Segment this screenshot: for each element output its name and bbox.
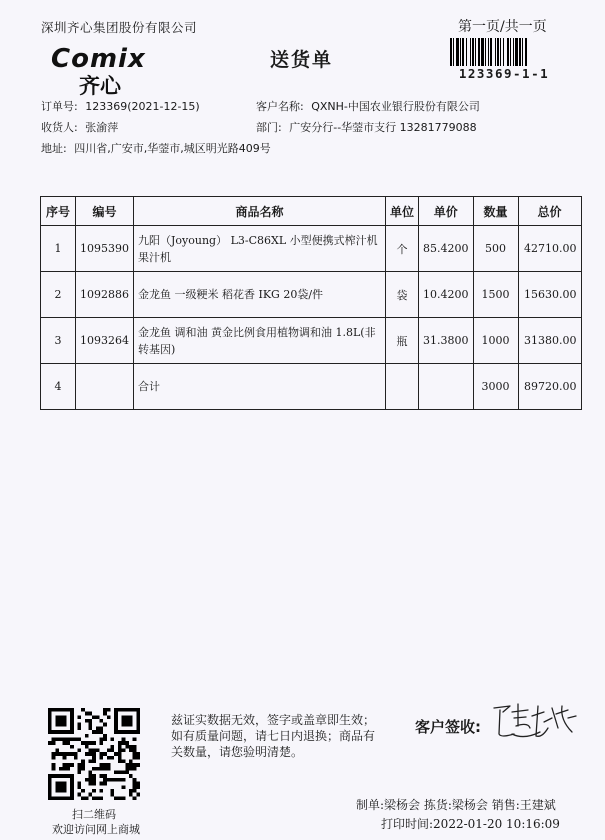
logo-text-en: Comix: [51, 44, 146, 74]
col-header-total: 总价: [518, 197, 581, 226]
cell-seq: 3: [41, 318, 76, 364]
cell-price: 31.3800: [419, 318, 474, 364]
delivery-items-table: [40, 196, 582, 410]
cell-name: 金龙鱼 一级粳米 稻花香 IKG 20袋/件: [134, 272, 386, 318]
cell-grand-total: 89720.00: [518, 364, 581, 410]
table-row: [41, 318, 582, 364]
cell-qty: 500: [473, 226, 518, 272]
order-number-label: 订单号:: [41, 100, 78, 113]
cell-code: [76, 364, 134, 410]
col-header-unit: 单位: [386, 197, 419, 226]
logo-text-cn: 齐心: [79, 74, 121, 98]
cell-name: 九阳（Joyoung） L3-C86XL 小型便携式榨汁机 果汁机: [134, 226, 386, 272]
cell-seq: 4: [41, 364, 76, 410]
cell-seq: 2: [41, 272, 76, 318]
address-value: 四川省,广安市,华蓥市,城区明光路409号: [74, 142, 271, 155]
cell-code: 1095390: [76, 226, 134, 272]
cell-qty: 1000: [473, 318, 518, 364]
receiver-value: 张渝萍: [85, 121, 119, 134]
table-header-row: [41, 197, 582, 226]
qr-caption-scan: 扫二维码: [72, 808, 116, 821]
barcode: [450, 38, 556, 66]
disclaimer-notice: 兹证实数据无效，签字或盖章即生效；如有质量问题，请七日内退换；商品有关数量，请您验明清楚。: [171, 713, 376, 759]
col-header-name: 商品名称: [134, 197, 386, 226]
handwritten-signature: [488, 698, 583, 744]
col-header-price: 单价: [419, 197, 474, 226]
customer-field: [256, 98, 480, 114]
table-total-row: [41, 364, 582, 410]
address-label: 地址:: [41, 142, 67, 155]
cell-qty-total: 3000: [473, 364, 518, 410]
company-name: 深圳齐心集团股份有限公司: [41, 20, 198, 35]
cell-seq: 1: [41, 226, 76, 272]
cell-price: 85.4200: [419, 226, 474, 272]
cell-code: 1092886: [76, 272, 134, 318]
cell-unit: 袋: [386, 272, 419, 318]
barcode-number: 123369-1-1: [458, 66, 550, 81]
customer-label: 客户名称:: [256, 100, 304, 113]
cell-price: 10.4200: [419, 272, 474, 318]
receiver-field: [41, 119, 118, 135]
comix-logo: [49, 44, 169, 96]
table-row: [41, 272, 582, 318]
department-value: 广安分行--华蓥市支行 13281779088: [289, 121, 477, 134]
address-field: [41, 140, 271, 156]
qr-code[interactable]: [48, 708, 140, 800]
cell-unit: [386, 364, 419, 410]
cell-total: 42710.00: [518, 226, 581, 272]
cell-unit: 个: [386, 226, 419, 272]
customer-signature-label: 客户签收:: [415, 718, 481, 736]
document-title: 送货单: [270, 49, 334, 71]
customer-value: QXNH-中国农业银行股份有限公司: [311, 100, 480, 113]
receiver-label: 收货人:: [41, 121, 78, 134]
cell-price: [419, 364, 474, 410]
staff-line: 制单:梁杨会 拣货:梁杨会 销售:王建斌: [356, 798, 556, 812]
qr-caption-mall: 欢迎访问网上商城: [52, 823, 140, 836]
order-number-field: [41, 98, 200, 114]
col-header-code: 编号: [76, 197, 134, 226]
cell-unit: 瓶: [386, 318, 419, 364]
cell-total: 15630.00: [518, 272, 581, 318]
col-header-qty: 数量: [473, 197, 518, 226]
department-field: [256, 119, 477, 135]
cell-code: 1093264: [76, 318, 134, 364]
order-number-value: 123369(2021-12-15): [85, 100, 200, 113]
print-time: 打印时间:2022-01-20 10:16:09: [381, 817, 560, 831]
cell-name: 金龙鱼 调和油 黄金比例食用植物调和油 1.8L(非转基因): [134, 318, 386, 364]
cell-total: 31380.00: [518, 318, 581, 364]
col-header-seq: 序号: [41, 197, 76, 226]
cell-qty: 1500: [473, 272, 518, 318]
department-label: 部门:: [256, 121, 282, 134]
table-row: [41, 226, 582, 272]
page-indicator: 第一页/共一页: [458, 19, 547, 35]
cell-total-label: 合计: [134, 364, 386, 410]
